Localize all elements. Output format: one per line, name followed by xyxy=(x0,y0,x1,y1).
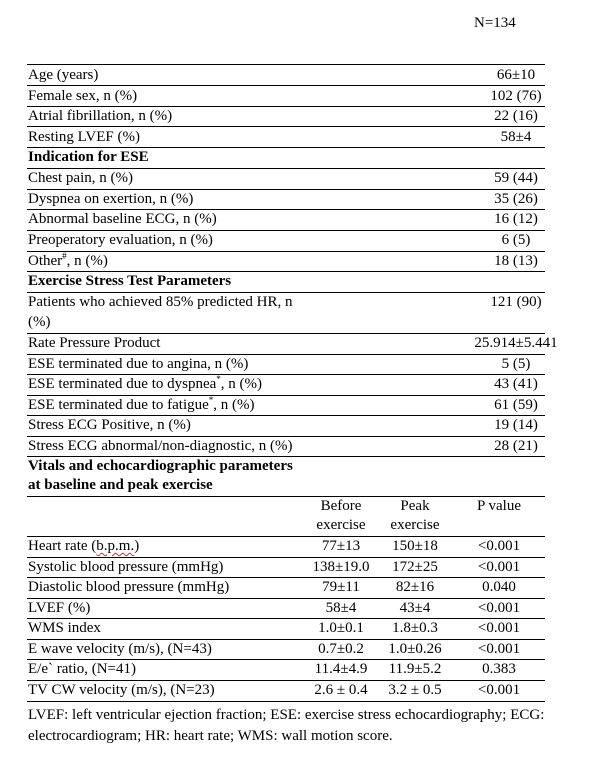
p-value: <0.001 xyxy=(477,559,521,575)
label-text: , n (%) xyxy=(66,253,108,269)
row-value: 19 (14) xyxy=(494,417,538,433)
label-superscript: * xyxy=(208,395,214,405)
label-text: ESE terminated due to dyspnea xyxy=(28,376,217,392)
row-value: 18 (13) xyxy=(494,253,538,269)
label-text: ) xyxy=(134,538,140,554)
row-label: Female sex, n (%) xyxy=(28,88,138,104)
col-header-peak-continued: exercise xyxy=(390,517,440,533)
row-label: Abnormal baseline ECG, n (%) xyxy=(28,211,217,227)
before-value: 77±13 xyxy=(321,538,361,554)
row-label: ESE terminated due to angina, n (%) xyxy=(28,356,249,372)
row-value: 35 (26) xyxy=(494,191,538,207)
footnote-line: electrocardiogram; HR: heart rate; WMS: wall motion score. xyxy=(28,728,393,744)
row-value: 5 (5) xyxy=(501,356,531,372)
row-label: Preoperatory evaluation, n (%) xyxy=(28,232,213,248)
column-header-row xyxy=(27,497,545,537)
row-label: Diastolic blood pressure (mmHg) xyxy=(28,579,230,595)
row-label: Chest pain, n (%) xyxy=(28,170,133,186)
table-top-border xyxy=(27,64,545,65)
row-label xyxy=(28,375,262,394)
peak-value: 1.8±0.3 xyxy=(392,620,438,636)
col-header-peak: Peak xyxy=(400,498,430,514)
section-heading-label: Exercise Stress Test Parameters xyxy=(28,273,232,289)
before-value: 11.4±4.9 xyxy=(314,661,368,677)
row-value: 25.914±5.441 xyxy=(474,335,558,351)
row-divider xyxy=(27,85,545,86)
label-spellcheck-text: b.p.m. xyxy=(96,538,135,554)
row-label: E wave velocity (m/s), (N=43) xyxy=(28,641,212,657)
row-label: Dyspnea on exertion, n (%) xyxy=(28,191,194,207)
p-value: <0.001 xyxy=(477,600,521,616)
peak-value: 1.0±0.26 xyxy=(388,641,442,657)
p-value: 0.383 xyxy=(482,661,516,677)
label-text: , n (%) xyxy=(220,376,263,392)
row-value: 16 (12) xyxy=(494,211,538,227)
row-value: 66±10 xyxy=(496,67,536,83)
row-label: Systolic blood pressure (mmHg) xyxy=(28,559,224,575)
row-value: 22 (16) xyxy=(494,108,538,124)
row-label: TV CW velocity (m/s), (N=23) xyxy=(28,682,215,698)
table-row xyxy=(27,293,545,333)
label-text: Other xyxy=(28,253,63,269)
label-superscript: * xyxy=(216,374,221,384)
col-header-before: Before xyxy=(320,498,362,514)
row-label: Stress ECG Positive, n (%) xyxy=(28,417,191,433)
row-value: 43 (41) xyxy=(494,376,538,392)
label-text: Heart rate ( xyxy=(28,538,97,554)
section-heading-vitals xyxy=(27,457,545,497)
row-divider xyxy=(27,126,545,127)
row-label: LVEF (%) xyxy=(28,600,91,616)
row-label-continued: (%) xyxy=(28,314,51,330)
row-value: 102 (76) xyxy=(490,88,542,104)
row-value: 121 (90) xyxy=(490,294,542,310)
row-label: WMS index xyxy=(28,620,101,636)
section-heading-label: Indication for ESE xyxy=(28,149,149,165)
p-value: <0.001 xyxy=(477,620,521,636)
before-value: 1.0±0.1 xyxy=(318,620,364,636)
label-text: , n (%) xyxy=(213,397,255,413)
row-label xyxy=(28,252,108,271)
label-superscript: # xyxy=(62,251,67,261)
row-value: 6 (5) xyxy=(501,232,531,248)
row-label xyxy=(28,537,139,556)
row-label: Atrial fibrillation, n (%) xyxy=(28,108,173,124)
row-label: E/e` ratio, (N=41) xyxy=(28,661,137,677)
peak-value: 11.9±5.2 xyxy=(388,661,442,677)
p-value: 0.040 xyxy=(482,579,516,595)
row-label xyxy=(28,396,255,415)
row-value: 59 (44) xyxy=(494,170,538,186)
peak-value: 150±18 xyxy=(392,538,438,554)
n-header: N=134 xyxy=(474,15,516,31)
peak-value: 82±16 xyxy=(395,579,435,595)
before-value: 0.7±0.2 xyxy=(318,641,364,657)
before-value: 2.6 ± 0.4 xyxy=(314,682,368,698)
section-heading-label-continued: at baseline and peak exercise xyxy=(28,477,213,493)
peak-value: 43±4 xyxy=(399,600,431,616)
p-value: <0.001 xyxy=(477,682,521,698)
before-value: 138±19.0 xyxy=(312,559,370,575)
row-value: 61 (59) xyxy=(494,397,538,413)
peak-value: 172±25 xyxy=(392,559,438,575)
p-value: <0.001 xyxy=(477,641,521,657)
before-value: 79±11 xyxy=(322,579,360,595)
section-heading-label: Vitals and echocardiographic parameters xyxy=(28,458,293,474)
row-label: Stress ECG abnormal/non-diagnostic, n (%) xyxy=(28,438,293,454)
before-value: 58±4 xyxy=(325,600,357,616)
row-label: Age (years) xyxy=(28,67,99,83)
peak-value: 3.2 ± 0.5 xyxy=(388,682,442,698)
col-header-p-value: P value xyxy=(476,498,522,514)
p-value: <0.001 xyxy=(477,538,521,554)
row-label: Resting LVEF (%) xyxy=(28,129,140,145)
footnote-line: LVEF: left ventricular ejection fraction; ESE: exercise stress echocardiography; ECG: xyxy=(28,707,545,723)
row-label: Rate Pressure Product xyxy=(28,335,161,351)
col-header-before-continued: exercise xyxy=(316,517,366,533)
row-value: 28 (21) xyxy=(494,438,538,454)
row-label: Patients who achieved 85% predicted HR, n xyxy=(28,294,293,310)
label-text: ESE terminated due to fatigue xyxy=(28,397,209,413)
table-bottom-border xyxy=(27,701,545,702)
row-value: 58±4 xyxy=(500,129,532,145)
table-footnote xyxy=(28,705,588,747)
